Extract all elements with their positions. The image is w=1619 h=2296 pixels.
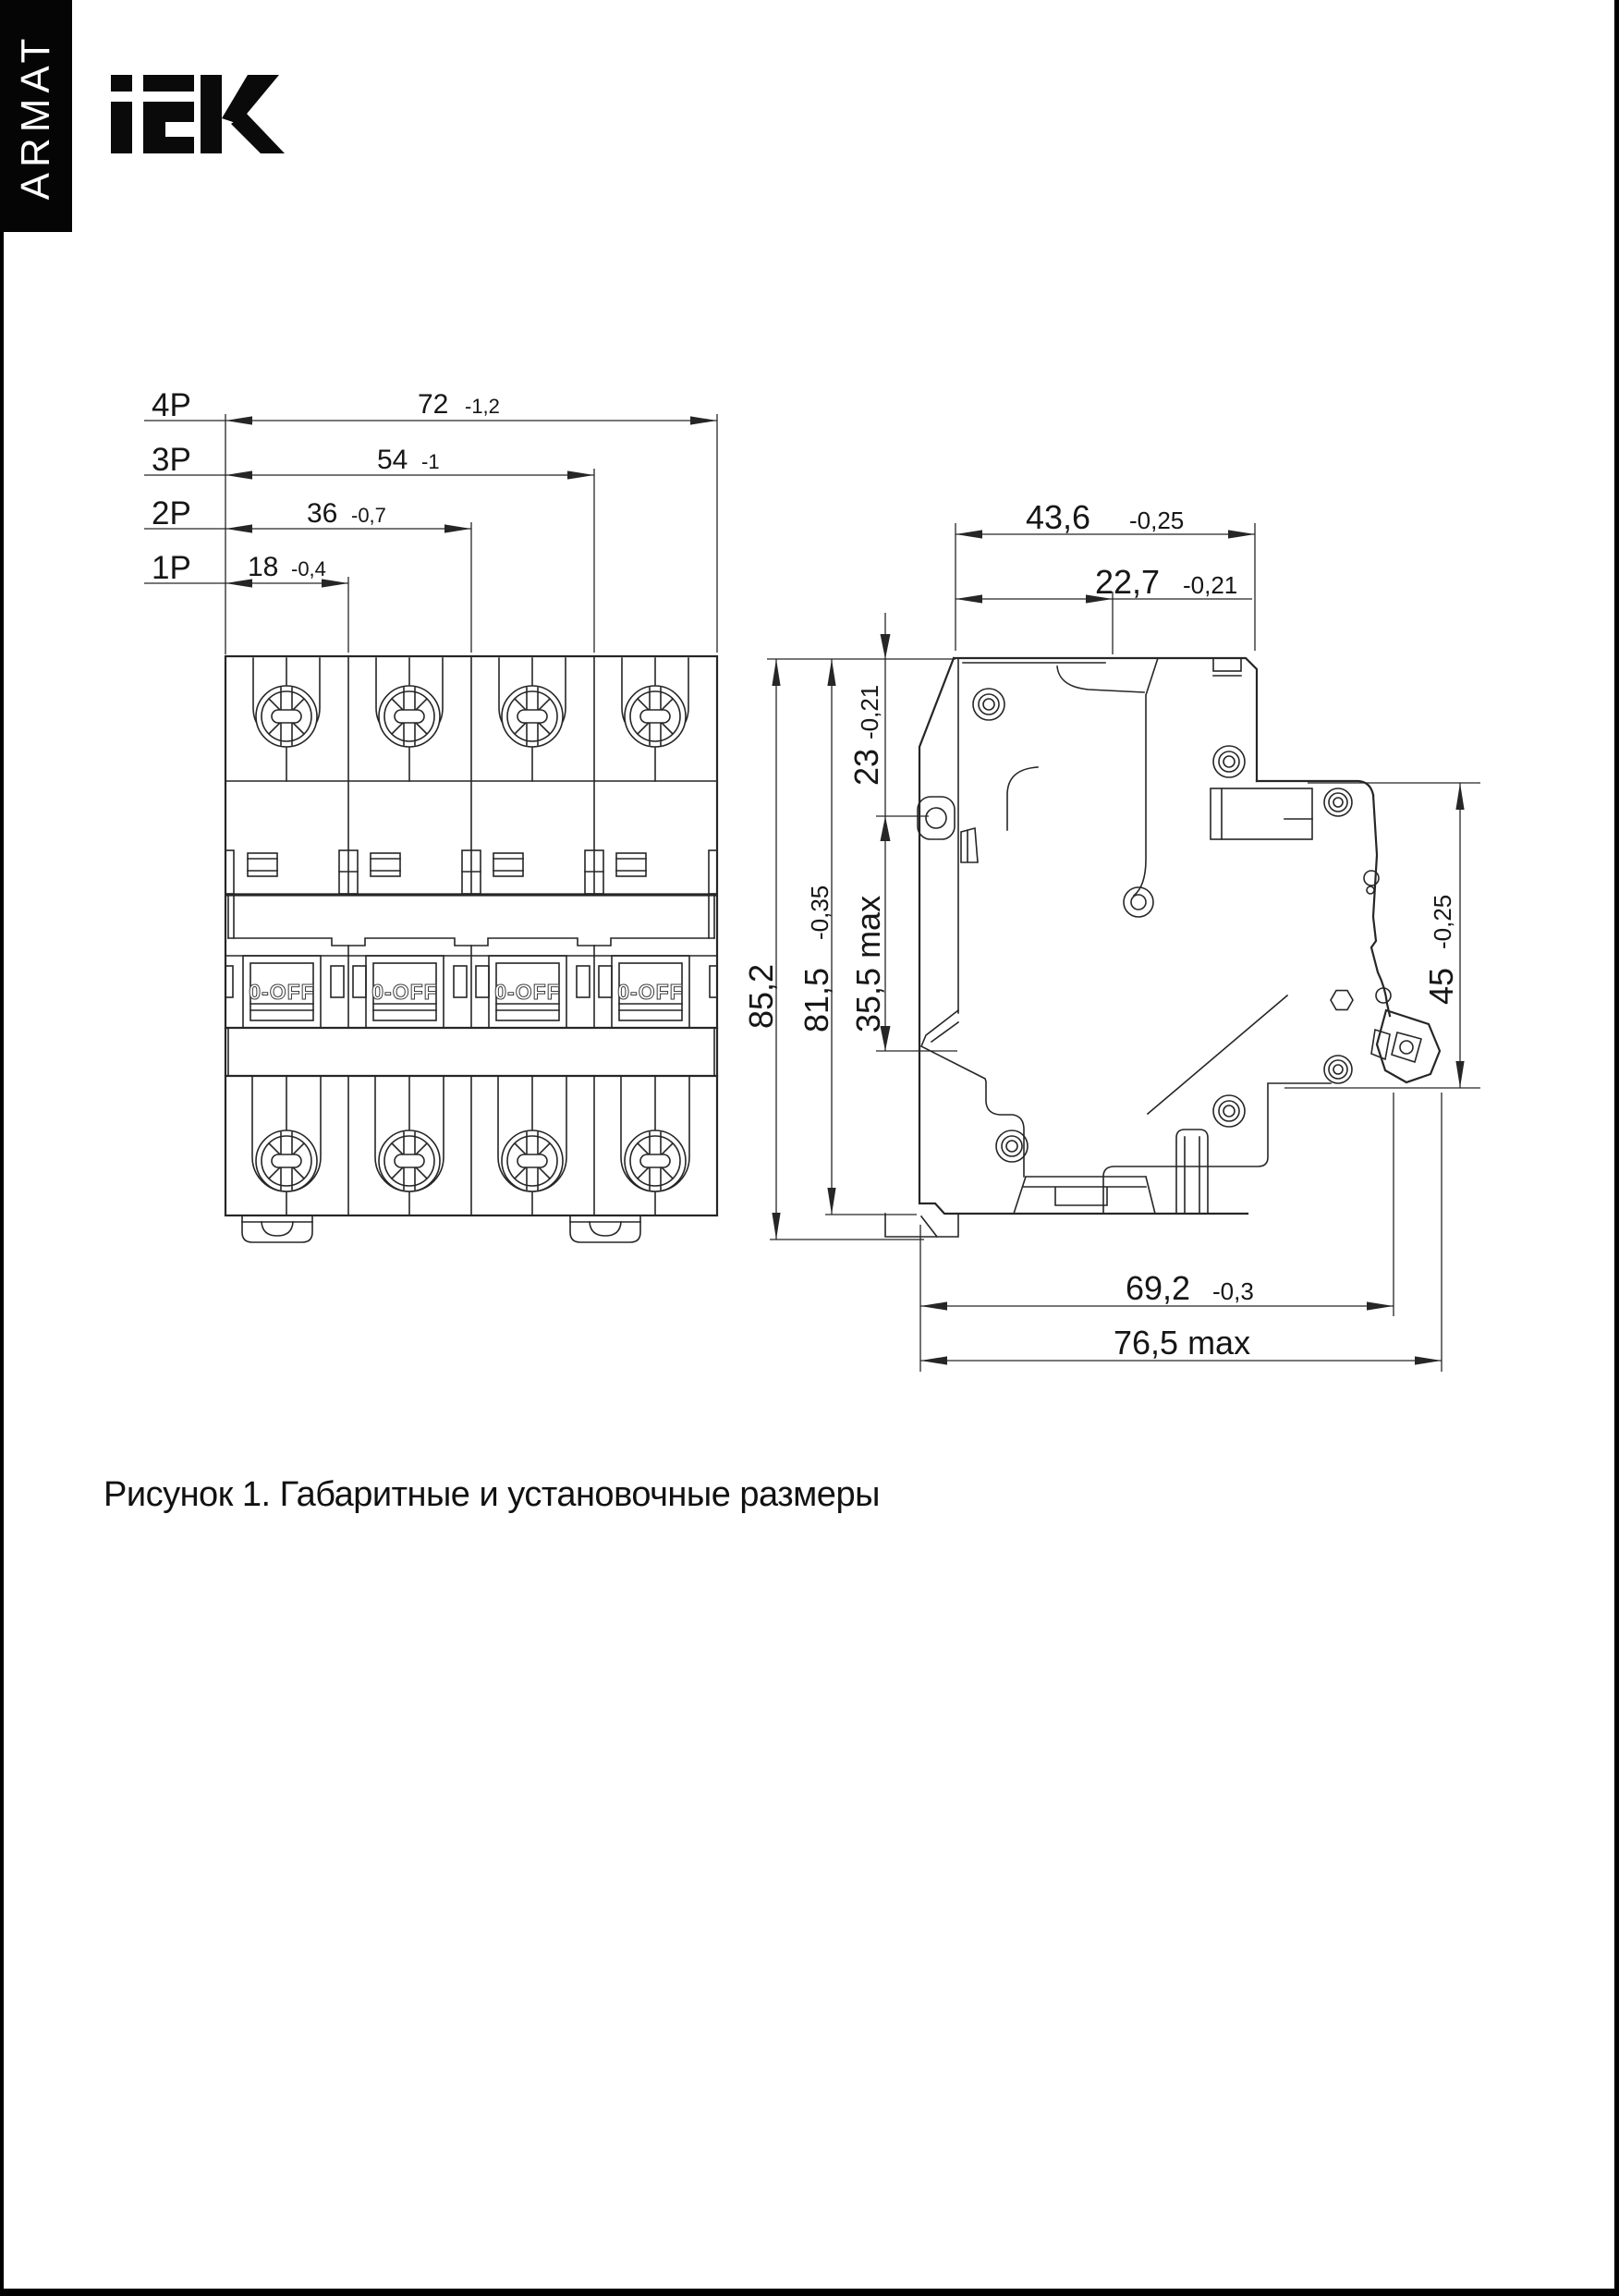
- dim-72: 72: [418, 389, 449, 420]
- dim-18-tol: -0,4: [291, 557, 326, 580]
- pole-3: [489, 658, 566, 1215]
- dim-45-tol: -0,25: [1429, 894, 1456, 949]
- dim-45: 45: [1422, 967, 1460, 1005]
- figure-caption: Рисунок 1. Габаритные и установочные размеры: [103, 1475, 880, 1514]
- pole-1: [243, 658, 321, 1215]
- dim-36: 36: [307, 498, 338, 529]
- handle-label-4: 0-OFF: [617, 980, 684, 1004]
- dim-72-tol: -1,2: [465, 395, 500, 418]
- dim-85-2: 85,2: [742, 963, 780, 1029]
- dim-35-5-max: 35,5 max: [849, 895, 887, 1032]
- dim-81-5: 81,5: [797, 967, 835, 1032]
- dim-76-5-max: 76,5 max: [1114, 1324, 1251, 1362]
- dim-22-7: 22,7: [1095, 563, 1161, 601]
- pole-2: [366, 658, 444, 1215]
- dim-43-6: 43,6: [1026, 498, 1091, 536]
- dim-23-tol: -0,21: [856, 684, 883, 739]
- dim-43-6-tol: -0,25: [1129, 507, 1185, 534]
- front-view: [225, 656, 717, 1242]
- pole-label-1p: 1P: [152, 550, 191, 586]
- pole-label-4p: 4P: [152, 387, 191, 423]
- handle-label-3: 0-OFF: [494, 980, 561, 1004]
- dim-69-2: 69,2: [1126, 1269, 1191, 1307]
- dim-18: 18: [248, 552, 279, 582]
- front-dimensions: [144, 387, 717, 654]
- pole-label-3p: 3P: [152, 442, 191, 478]
- series-tab-label: ARMAT: [13, 32, 58, 200]
- handle-label-1: 0-OFF: [249, 980, 315, 1004]
- handle-label-2: 0-OFF: [371, 980, 438, 1004]
- dim-22-7-tol: -0,21: [1183, 571, 1238, 599]
- dim-36-tol: -0,7: [351, 504, 386, 527]
- dim-54: 54: [377, 445, 408, 475]
- dim-54-tol: -1: [421, 450, 440, 473]
- side-view: [885, 658, 1440, 1237]
- dim-69-2-tol: -0,3: [1212, 1277, 1254, 1305]
- side-dimensions: [742, 498, 1480, 1372]
- dim-81-5-tol: -0,35: [806, 885, 834, 940]
- din-clips: [242, 1215, 640, 1242]
- pole-4: [612, 658, 689, 1215]
- dim-23: 23: [847, 748, 885, 786]
- pole-label-2p: 2P: [152, 495, 191, 531]
